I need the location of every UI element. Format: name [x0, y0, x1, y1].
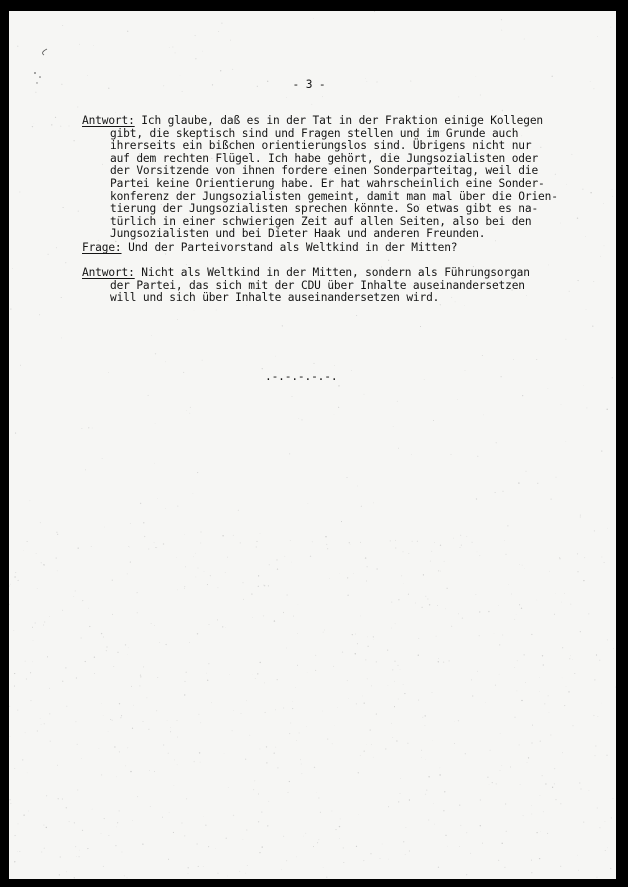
answer-line: Ich glaube, daß es in der Tat in der Fraktion einige Kollegen — [141, 114, 543, 127]
question-line: Und der Parteivorstand als Weltkind in der Mitten? — [128, 241, 458, 254]
question-1 — [82, 242, 562, 255]
answer-line: konferenz der Jungsozialisten gemeint, damit man mal über die Orien- — [110, 189, 558, 203]
answer-line: Partei keine Orientierung habe. Er hat wahrscheinlich eine Sonder- — [110, 176, 545, 190]
answer-1 — [82, 115, 562, 241]
answer-line: Jungsozialisten und bei Dieter Haak und anderen Freunden. — [110, 227, 486, 241]
document-page — [9, 11, 616, 879]
answer-line: tierung der Jungsozialisten sprechen könnte. So etwas gibt es na- — [110, 202, 539, 216]
answer-line: Nicht als Weltkind in der Mitten, sondern als Führungsorgan — [141, 266, 530, 279]
answer-line: will und sich über Inhalte auseinandersetzen wird. — [110, 291, 440, 305]
answer-line: der Vorsitzende von ihnen fordere einen Sonderparteitag, weil die — [110, 164, 539, 178]
answer-line: gibt, die skeptisch sind und Fragen stellen und im Grunde auch — [110, 126, 519, 140]
answer-line: türlich in einer schwierigen Zeit auf allen Seiten, also bei den — [110, 214, 532, 228]
answer-2 — [82, 267, 562, 305]
answer-line: auf dem rechten Flügel. Ich habe gehört, die Jungsozialisten oder — [110, 151, 539, 165]
speaker-label: Frage: — [82, 241, 122, 254]
answer-line: der Partei, das sich mit der CDU über Inhalte auseinandersetzen — [110, 278, 525, 292]
answer-line: ihrerseits ein bißchen orientierungslos sind. Übrigens nicht nur — [110, 139, 532, 153]
speaker-label: Antwort: — [82, 114, 135, 127]
scan-mark-icon — [27, 35, 51, 95]
page-number: - 3 - — [292, 78, 326, 91]
speaker-label: Antwort: — [82, 266, 135, 279]
end-separator: .-.-.-.-.-. — [265, 370, 338, 383]
